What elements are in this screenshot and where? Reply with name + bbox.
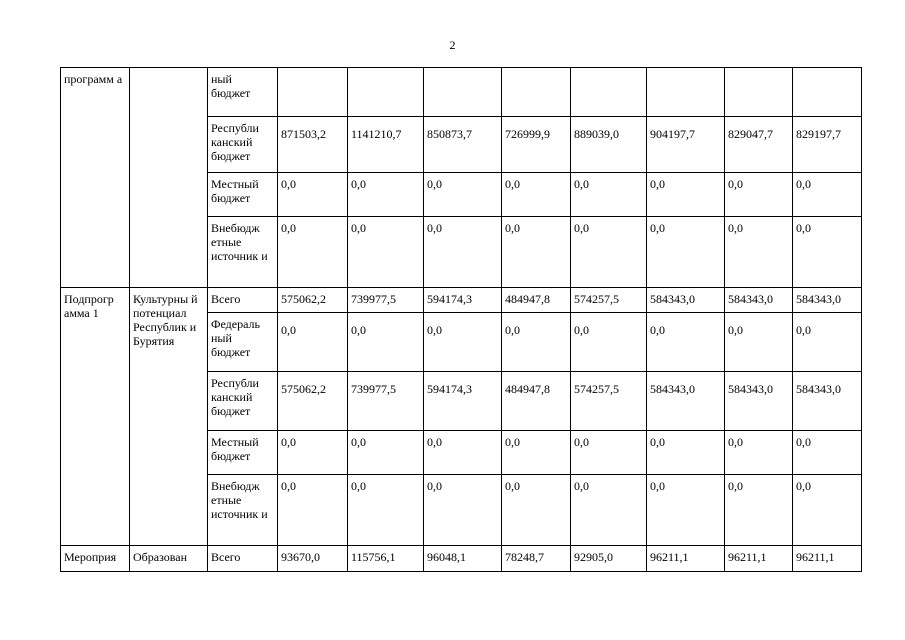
value-cell: [424, 68, 502, 117]
program-cell: Мероприя: [61, 546, 130, 572]
funding-source-cell: ный бюджет: [208, 68, 278, 117]
value-cell: 871503,2: [278, 117, 348, 173]
value-cell: 584343,0: [647, 288, 725, 313]
value-cell: 115756,1: [348, 546, 424, 572]
page-number: 2: [449, 38, 456, 52]
value-cell: 0,0: [571, 313, 647, 372]
value-cell: 829047,7: [725, 117, 793, 173]
value-cell: 0,0: [647, 475, 725, 546]
value-cell: 584343,0: [725, 288, 793, 313]
value-cell: 0,0: [725, 173, 793, 217]
value-cell: 0,0: [725, 431, 793, 475]
value-cell: [502, 68, 571, 117]
value-cell: 584343,0: [793, 288, 862, 313]
value-cell: 0,0: [647, 217, 725, 288]
value-cell: 0,0: [793, 217, 862, 288]
value-cell: 0,0: [424, 173, 502, 217]
value-cell: 850873,7: [424, 117, 502, 173]
budget-table: [60, 67, 862, 572]
value-cell: 0,0: [278, 313, 348, 372]
value-cell: 594174,3: [424, 288, 502, 313]
value-cell: 0,0: [725, 217, 793, 288]
value-cell: [647, 68, 725, 117]
value-cell: 0,0: [348, 431, 424, 475]
value-cell: 574257,5: [571, 372, 647, 431]
value-cell: 0,0: [502, 217, 571, 288]
value-cell: 584343,0: [647, 372, 725, 431]
value-cell: 829197,7: [793, 117, 862, 173]
value-cell: [793, 68, 862, 117]
value-cell: 0,0: [793, 313, 862, 372]
table-row: [61, 288, 862, 313]
value-cell: 904197,7: [647, 117, 725, 173]
value-cell: [278, 68, 348, 117]
program-cell: Подпрогр амма 1: [61, 288, 130, 546]
value-cell: 726999,9: [502, 117, 571, 173]
value-cell: [348, 68, 424, 117]
funding-source-cell: Федераль ный бюджет: [208, 313, 278, 372]
value-cell: 1141210,7: [348, 117, 424, 173]
funding-source-cell: Всего: [208, 546, 278, 572]
value-cell: 0,0: [278, 475, 348, 546]
value-cell: 78248,7: [502, 546, 571, 572]
value-cell: 0,0: [502, 313, 571, 372]
value-cell: 96211,1: [647, 546, 725, 572]
funding-source-cell: Всего: [208, 288, 278, 313]
value-cell: 0,0: [278, 431, 348, 475]
value-cell: 0,0: [348, 313, 424, 372]
value-cell: [725, 68, 793, 117]
value-cell: 0,0: [348, 217, 424, 288]
value-cell: 584343,0: [793, 372, 862, 431]
table-row: [61, 68, 862, 117]
funding-source-cell: Внебюдж етные источник и: [208, 475, 278, 546]
value-cell: 575062,2: [278, 288, 348, 313]
value-cell: 0,0: [647, 313, 725, 372]
program-title-cell: Культурны й потенциал Республик и Бурятия: [130, 288, 208, 546]
program-cell: программ а: [61, 68, 130, 288]
value-cell: 96211,1: [793, 546, 862, 572]
value-cell: 0,0: [348, 475, 424, 546]
value-cell: 92905,0: [571, 546, 647, 572]
funding-source-cell: Республи канский бюджет: [208, 117, 278, 173]
value-cell: [571, 68, 647, 117]
funding-source-cell: Местный бюджет: [208, 431, 278, 475]
value-cell: 0,0: [571, 173, 647, 217]
program-title-cell: [130, 68, 208, 288]
value-cell: 0,0: [502, 173, 571, 217]
value-cell: 0,0: [571, 431, 647, 475]
value-cell: 484947,8: [502, 372, 571, 431]
value-cell: 594174,3: [424, 372, 502, 431]
value-cell: 0,0: [793, 475, 862, 546]
program-title-cell: Образован: [130, 546, 208, 572]
value-cell: 0,0: [278, 173, 348, 217]
value-cell: 0,0: [647, 431, 725, 475]
table-row: [61, 546, 862, 572]
value-cell: 0,0: [571, 217, 647, 288]
value-cell: 0,0: [725, 475, 793, 546]
funding-source-cell: Внебюдж етные источник и: [208, 217, 278, 288]
value-cell: 0,0: [424, 431, 502, 475]
value-cell: 0,0: [424, 475, 502, 546]
value-cell: 0,0: [502, 475, 571, 546]
value-cell: 96048,1: [424, 546, 502, 572]
value-cell: 0,0: [278, 217, 348, 288]
value-cell: 889039,0: [571, 117, 647, 173]
value-cell: 0,0: [348, 173, 424, 217]
value-cell: 0,0: [424, 313, 502, 372]
value-cell: 0,0: [647, 173, 725, 217]
value-cell: 574257,5: [571, 288, 647, 313]
value-cell: 0,0: [424, 217, 502, 288]
value-cell: 575062,2: [278, 372, 348, 431]
value-cell: 0,0: [571, 475, 647, 546]
value-cell: 484947,8: [502, 288, 571, 313]
value-cell: 96211,1: [725, 546, 793, 572]
value-cell: 0,0: [793, 431, 862, 475]
funding-source-cell: Республи канский бюджет: [208, 372, 278, 431]
value-cell: 584343,0: [725, 372, 793, 431]
value-cell: 93670,0: [278, 546, 348, 572]
value-cell: 0,0: [502, 431, 571, 475]
funding-source-cell: Местный бюджет: [208, 173, 278, 217]
value-cell: 739977,5: [348, 288, 424, 313]
value-cell: 0,0: [725, 313, 793, 372]
value-cell: 739977,5: [348, 372, 424, 431]
value-cell: 0,0: [793, 173, 862, 217]
